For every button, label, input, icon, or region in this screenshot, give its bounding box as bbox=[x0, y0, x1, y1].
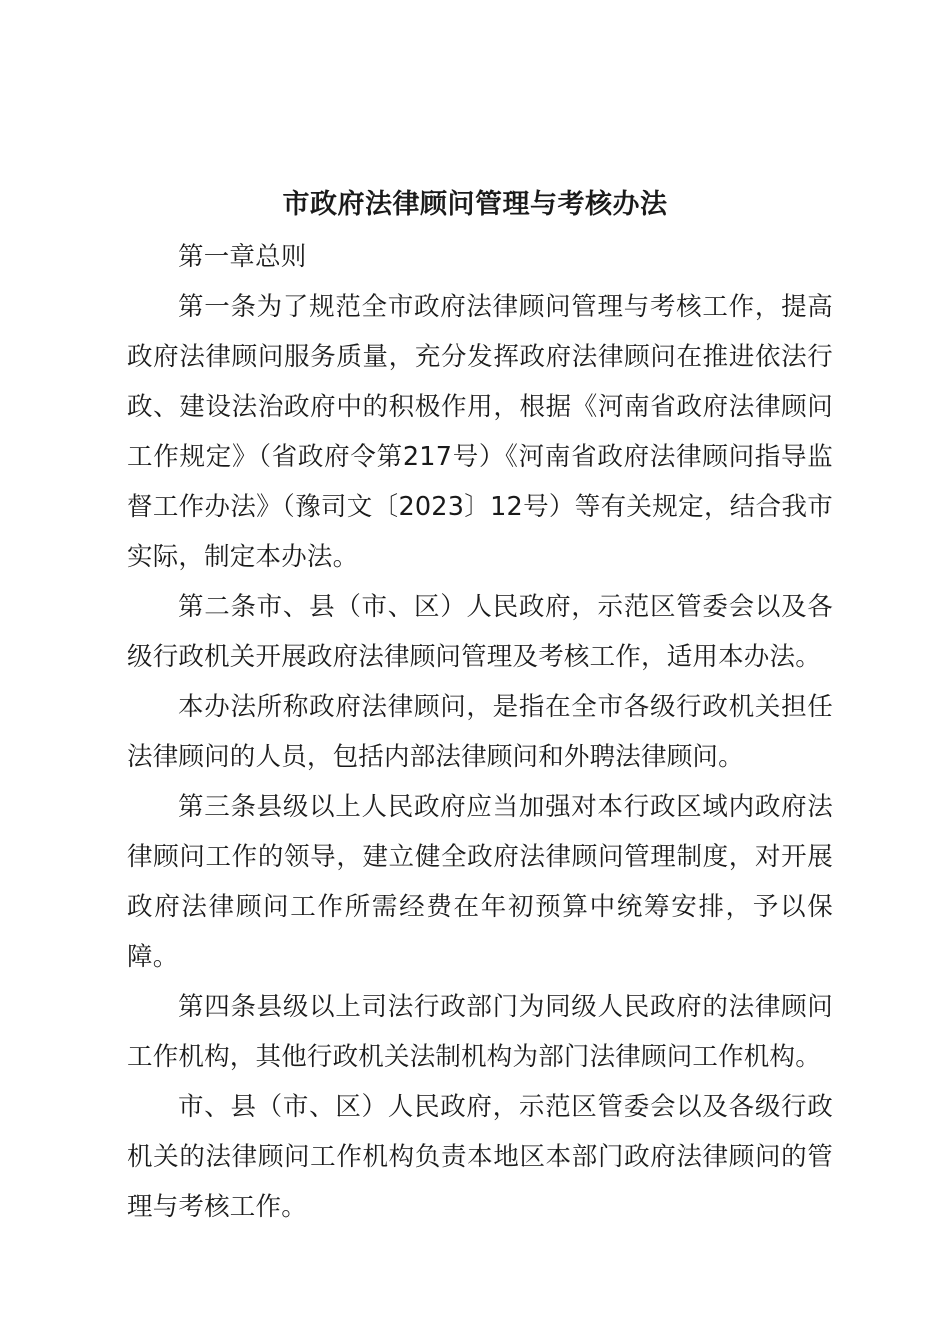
document-body bbox=[127, 232, 833, 1232]
article-2-definition-paragraph: 本办法所称政府法律顾问，是指在全市各级行政机关担任法律顾问的人员，包括内部法律顾问和外聘法律顾问。 bbox=[127, 692, 833, 772]
article-2-paragraph: 第二条市、县（市、区）人民政府，示范区管委会以及各级行政机关开展政府法律顾问管理及考核工作，适用本办法。 bbox=[127, 592, 833, 672]
article-4-paragraph: 第四条县级以上司法行政部门为同级人民政府的法律顾问工作机构，其他行政机关法制机构为部门法律顾问工作机构。 bbox=[127, 992, 833, 1072]
article-4-responsibility-paragraph: 市、县（市、区）人民政府，示范区管委会以及各级行政机关的法律顾问工作机构负责本地区本部门政府法律顾问的管理与考核工作。 bbox=[127, 1092, 833, 1222]
article-3-paragraph: 第三条县级以上人民政府应当加强对本行政区域内政府法律顾问工作的领导，建立健全政府法律顾问管理制度，对开展政府法律顾问工作所需经费在年初预算中统筹安排，予以保障。 bbox=[127, 792, 833, 972]
document-title: 市政府法律顾问管理与考核办法 bbox=[282, 189, 668, 220]
chapter-heading: 第一章总则 bbox=[178, 242, 307, 272]
article-1-paragraph: 第一条为了规范全市政府法律顾问管理与考核工作，提高政府法律顾问服务质量，充分发挥政府法律顾问在推进依法行政、建设法治政府中的积极作用，根据《河南省政府法律顾问工作规定》（省政府令第217号）《河南省政府法律顾问指导监督工作办法》（豫司文〔2023〕12号）等有关规定，结合我市实际，制定本办法。 bbox=[127, 292, 833, 572]
